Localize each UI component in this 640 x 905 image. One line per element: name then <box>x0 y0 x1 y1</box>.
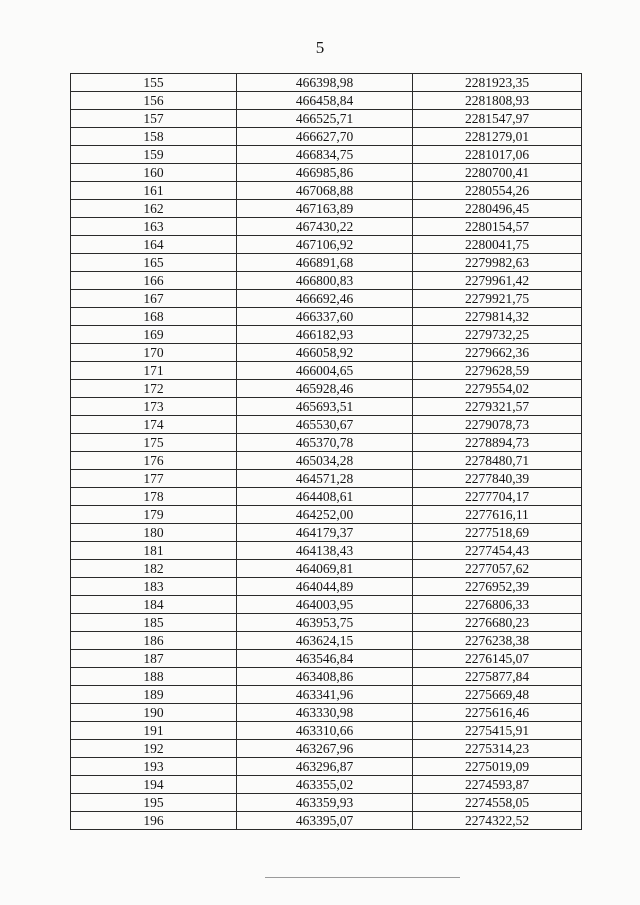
x-coordinate-cell: 463341,96 <box>237 686 413 704</box>
point-number-cell: 177 <box>71 470 237 488</box>
point-number-cell: 173 <box>71 398 237 416</box>
point-number-cell: 178 <box>71 488 237 506</box>
point-number-cell: 168 <box>71 308 237 326</box>
point-number-cell: 188 <box>71 668 237 686</box>
point-number-cell: 175 <box>71 434 237 452</box>
x-coordinate-cell: 463953,75 <box>237 614 413 632</box>
x-coordinate-cell: 467430,22 <box>237 218 413 236</box>
y-coordinate-cell: 2280700,41 <box>413 164 582 182</box>
table-row <box>71 740 582 758</box>
y-coordinate-cell: 2277454,43 <box>413 542 582 560</box>
x-coordinate-cell: 463408,86 <box>237 668 413 686</box>
y-coordinate-cell: 2275616,46 <box>413 704 582 722</box>
x-coordinate-cell: 463546,84 <box>237 650 413 668</box>
table-row <box>71 794 582 812</box>
y-coordinate-cell: 2281547,97 <box>413 110 582 128</box>
table-row <box>71 470 582 488</box>
x-coordinate-cell: 464252,00 <box>237 506 413 524</box>
x-coordinate-cell: 465034,28 <box>237 452 413 470</box>
y-coordinate-cell: 2279921,75 <box>413 290 582 308</box>
table-row <box>71 128 582 146</box>
y-coordinate-cell: 2280554,26 <box>413 182 582 200</box>
y-coordinate-cell: 2275314,23 <box>413 740 582 758</box>
point-number-cell: 172 <box>71 380 237 398</box>
table-row <box>71 290 582 308</box>
x-coordinate-cell: 463355,02 <box>237 776 413 794</box>
table-row <box>71 686 582 704</box>
x-coordinate-cell: 466985,86 <box>237 164 413 182</box>
point-number-cell: 187 <box>71 650 237 668</box>
y-coordinate-cell: 2276680,23 <box>413 614 582 632</box>
point-number-cell: 183 <box>71 578 237 596</box>
table-row <box>71 632 582 650</box>
x-coordinate-cell: 467068,88 <box>237 182 413 200</box>
y-coordinate-cell: 2276806,33 <box>413 596 582 614</box>
table-row <box>71 182 582 200</box>
y-coordinate-cell: 2277704,17 <box>413 488 582 506</box>
table-row <box>71 380 582 398</box>
x-coordinate-cell: 465693,51 <box>237 398 413 416</box>
table-row <box>71 704 582 722</box>
x-coordinate-cell: 463395,07 <box>237 812 413 830</box>
y-coordinate-cell: 2276145,07 <box>413 650 582 668</box>
table-row <box>71 614 582 632</box>
point-number-cell: 162 <box>71 200 237 218</box>
x-coordinate-cell: 464571,28 <box>237 470 413 488</box>
point-number-cell: 194 <box>71 776 237 794</box>
point-number-cell: 174 <box>71 416 237 434</box>
table-row <box>71 254 582 272</box>
x-coordinate-cell: 464069,81 <box>237 560 413 578</box>
x-coordinate-cell: 463267,96 <box>237 740 413 758</box>
point-number-cell: 181 <box>71 542 237 560</box>
x-coordinate-cell: 467163,89 <box>237 200 413 218</box>
point-number-cell: 190 <box>71 704 237 722</box>
point-number-cell: 171 <box>71 362 237 380</box>
coordinates-table-body <box>71 74 582 830</box>
y-coordinate-cell: 2277518,69 <box>413 524 582 542</box>
y-coordinate-cell: 2274322,52 <box>413 812 582 830</box>
table-row <box>71 434 582 452</box>
y-coordinate-cell: 2275877,84 <box>413 668 582 686</box>
y-coordinate-cell: 2276952,39 <box>413 578 582 596</box>
x-coordinate-cell: 465928,46 <box>237 380 413 398</box>
y-coordinate-cell: 2277057,62 <box>413 560 582 578</box>
x-coordinate-cell: 466627,70 <box>237 128 413 146</box>
x-coordinate-cell: 463310,66 <box>237 722 413 740</box>
y-coordinate-cell: 2279982,63 <box>413 254 582 272</box>
y-coordinate-cell: 2278480,71 <box>413 452 582 470</box>
coordinates-table <box>70 73 582 830</box>
table-row <box>71 272 582 290</box>
point-number-cell: 182 <box>71 560 237 578</box>
table-row <box>71 218 582 236</box>
point-number-cell: 158 <box>71 128 237 146</box>
point-number-cell: 195 <box>71 794 237 812</box>
y-coordinate-cell: 2279321,57 <box>413 398 582 416</box>
table-row <box>71 92 582 110</box>
y-coordinate-cell: 2280041,75 <box>413 236 582 254</box>
y-coordinate-cell: 2279662,36 <box>413 344 582 362</box>
scan-artifact-line <box>265 877 460 878</box>
table-row <box>71 524 582 542</box>
x-coordinate-cell: 466834,75 <box>237 146 413 164</box>
x-coordinate-cell: 463624,15 <box>237 632 413 650</box>
y-coordinate-cell: 2275415,91 <box>413 722 582 740</box>
point-number-cell: 184 <box>71 596 237 614</box>
x-coordinate-cell: 466525,71 <box>237 110 413 128</box>
page-number: 5 <box>315 38 325 57</box>
point-number-cell: 164 <box>71 236 237 254</box>
y-coordinate-cell: 2279732,25 <box>413 326 582 344</box>
x-coordinate-cell: 466800,83 <box>237 272 413 290</box>
y-coordinate-cell: 2280154,57 <box>413 218 582 236</box>
y-coordinate-cell: 2279078,73 <box>413 416 582 434</box>
y-coordinate-cell: 2274558,05 <box>413 794 582 812</box>
point-number-cell: 186 <box>71 632 237 650</box>
x-coordinate-cell: 465530,67 <box>237 416 413 434</box>
point-number-cell: 179 <box>71 506 237 524</box>
point-number-cell: 165 <box>71 254 237 272</box>
x-coordinate-cell: 464138,43 <box>237 542 413 560</box>
y-coordinate-cell: 2279814,32 <box>413 308 582 326</box>
x-coordinate-cell: 467106,92 <box>237 236 413 254</box>
x-coordinate-cell: 466458,84 <box>237 92 413 110</box>
table-row <box>71 812 582 830</box>
table-row <box>71 560 582 578</box>
y-coordinate-cell: 2280496,45 <box>413 200 582 218</box>
point-number-cell: 161 <box>71 182 237 200</box>
table-row <box>71 308 582 326</box>
point-number-cell: 160 <box>71 164 237 182</box>
y-coordinate-cell: 2274593,87 <box>413 776 582 794</box>
y-coordinate-cell: 2279628,59 <box>413 362 582 380</box>
x-coordinate-cell: 464408,61 <box>237 488 413 506</box>
table-row <box>71 596 582 614</box>
table-row <box>71 578 582 596</box>
x-coordinate-cell: 466398,98 <box>237 74 413 92</box>
table-row <box>71 344 582 362</box>
x-coordinate-cell: 463296,87 <box>237 758 413 776</box>
point-number-cell: 193 <box>71 758 237 776</box>
table-row <box>71 398 582 416</box>
x-coordinate-cell: 466058,92 <box>237 344 413 362</box>
x-coordinate-cell: 465370,78 <box>237 434 413 452</box>
x-coordinate-cell: 466692,46 <box>237 290 413 308</box>
x-coordinate-cell: 463330,98 <box>237 704 413 722</box>
table-row <box>71 542 582 560</box>
y-coordinate-cell: 2279961,42 <box>413 272 582 290</box>
point-number-cell: 185 <box>71 614 237 632</box>
table-row <box>71 722 582 740</box>
table-row <box>71 146 582 164</box>
y-coordinate-cell: 2281279,01 <box>413 128 582 146</box>
table-row <box>71 488 582 506</box>
y-coordinate-cell: 2277840,39 <box>413 470 582 488</box>
point-number-cell: 157 <box>71 110 237 128</box>
point-number-cell: 166 <box>71 272 237 290</box>
x-coordinate-cell: 466337,60 <box>237 308 413 326</box>
point-number-cell: 170 <box>71 344 237 362</box>
x-coordinate-cell: 466891,68 <box>237 254 413 272</box>
table-row <box>71 110 582 128</box>
table-row <box>71 164 582 182</box>
point-number-cell: 191 <box>71 722 237 740</box>
table-row <box>71 326 582 344</box>
point-number-cell: 163 <box>71 218 237 236</box>
point-number-cell: 192 <box>71 740 237 758</box>
x-coordinate-cell: 466182,93 <box>237 326 413 344</box>
y-coordinate-cell: 2281923,35 <box>413 74 582 92</box>
point-number-cell: 169 <box>71 326 237 344</box>
y-coordinate-cell: 2279554,02 <box>413 380 582 398</box>
x-coordinate-cell: 466004,65 <box>237 362 413 380</box>
y-coordinate-cell: 2278894,73 <box>413 434 582 452</box>
table-row <box>71 668 582 686</box>
x-coordinate-cell: 464044,89 <box>237 578 413 596</box>
table-row <box>71 758 582 776</box>
table-row <box>71 776 582 794</box>
point-number-cell: 189 <box>71 686 237 704</box>
point-number-cell: 156 <box>71 92 237 110</box>
table-row <box>71 74 582 92</box>
table-row <box>71 452 582 470</box>
table-row <box>71 200 582 218</box>
table-row <box>71 236 582 254</box>
y-coordinate-cell: 2275669,48 <box>413 686 582 704</box>
point-number-cell: 180 <box>71 524 237 542</box>
x-coordinate-cell: 464179,37 <box>237 524 413 542</box>
table-row <box>71 650 582 668</box>
y-coordinate-cell: 2276238,38 <box>413 632 582 650</box>
point-number-cell: 155 <box>71 74 237 92</box>
point-number-cell: 167 <box>71 290 237 308</box>
table-row <box>71 506 582 524</box>
y-coordinate-cell: 2275019,09 <box>413 758 582 776</box>
table-row <box>71 362 582 380</box>
point-number-cell: 159 <box>71 146 237 164</box>
point-number-cell: 176 <box>71 452 237 470</box>
point-number-cell: 196 <box>71 812 237 830</box>
x-coordinate-cell: 463359,93 <box>237 794 413 812</box>
y-coordinate-cell: 2281808,93 <box>413 92 582 110</box>
table-row <box>71 416 582 434</box>
x-coordinate-cell: 464003,95 <box>237 596 413 614</box>
y-coordinate-cell: 2281017,06 <box>413 146 582 164</box>
y-coordinate-cell: 2277616,11 <box>413 506 582 524</box>
